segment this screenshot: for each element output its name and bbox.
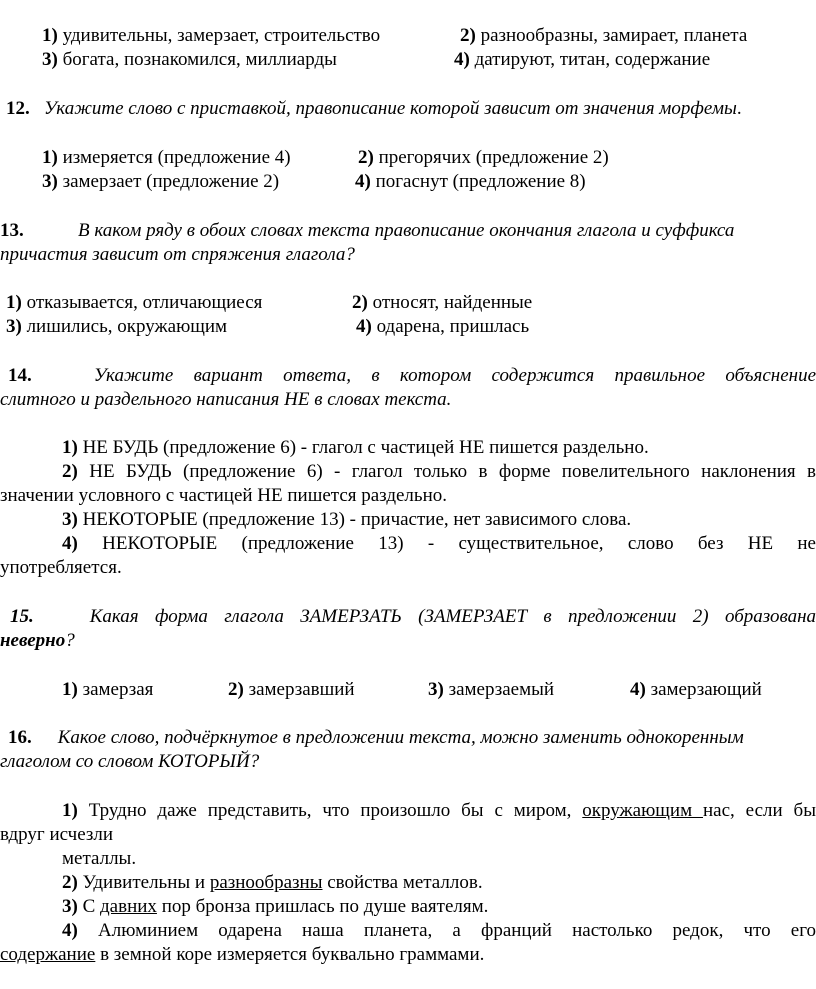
q16-option-4-line2: содержание в земной коре измеряется буквально граммами. [0,944,485,965]
q11-option-2 [460,24,747,48]
q14-option-4: 4) НЕКОТОРЫЕ (предложение 13) - существительное, слово без НЕ не [62,533,816,554]
question-number: 15. [10,606,34,627]
option-number: 1) [42,25,58,46]
q16-prompt [8,726,744,750]
q12-option-3: 3) замерзает (предложение 2) [42,171,280,192]
question-text: Укажите слово с приставкой, правописание которой зависит от значения морфемы [44,98,737,119]
q12-option-4: 4) погаснут (предложение 8) [355,171,586,192]
q16-option-4: 4) Алюминием одарена наша планета, а франций настолько редок, что его [62,920,816,941]
q13-option-2: 2) относят, найденные [352,292,533,313]
q15-option-2: 2) замерзавший [228,679,355,700]
question-text: Какое слово, подчёркнутое в предложении текста, можно заменить однокоренным [57,727,744,748]
q15-option-1: 1) замерзая [62,679,154,700]
q14-option-2-line2: значении условного с частицей НЕ пишется раздельно. [0,485,448,506]
q12-option-2: 2) прегорячих (предложение 2) [358,147,609,168]
option-text: удивительны, замерзает, строительство [62,25,381,46]
question-text: Укажите вариант ответа, в котором содержится правильное объяснение [93,365,816,386]
underlined-word: разнообразны [209,872,323,893]
question-number: 12. [6,98,30,119]
q16-option-1: 1) Трудно даже представить, что произошло бы с миром, окружающим нас, если бы [62,800,816,821]
q12-option-1: 1) измеряется (предложение 4) [42,147,291,168]
question-number: 14. [8,365,32,386]
q14-option-3: 3) НЕКОТОРЫЕ (предложение 13) - причастие, нет зависимого слова. [62,509,632,530]
option-text: датируют, титан, содержание [474,49,711,70]
option-text: богата, познакомился, миллиарды [62,49,337,70]
option-text: разнообразны, замирает, планета [480,25,748,46]
q15-option-4: 4) замерзающий [630,679,762,700]
underlined-word: содержание [0,944,96,965]
q13-option-3: 3) лишились, окружающим [6,316,228,337]
q15-option-3: 3) замерзаемый [428,679,555,700]
q16-option-3: 3) С давних пор бронза пришлась по душе ваятелям. [62,896,489,917]
q14-prompt [8,364,816,388]
emphasis-word: неверно [0,630,66,651]
q11-option-1 [42,24,380,48]
q15-prompt-line2: неверно? [0,630,75,651]
q12-prompt: 12. Укажите слово с приставкой, правописание которой зависит от значения морфемы. [6,98,742,119]
q16-option-1-line3: металлы. [62,848,137,869]
q14-prompt-line2: слитного и раздельного написания НЕ в словах текста. [0,389,452,410]
q14-option-4-line2: употребляется. [0,557,122,578]
option-number: 4) [454,49,470,70]
q11-option-4 [454,48,710,72]
question-number: 16. [8,727,32,748]
option-number: 3) [42,49,58,70]
question-text: Какая форма глагола ЗАМЕРЗАТЬ (ЗАМЕРЗАЕТ в предложении 2) образована [89,606,816,627]
q13-option-4: 4) одарена, пришлась [356,316,530,337]
underlined-word: окружающим [582,800,703,821]
q14-option-1: 1) НЕ БУДЬ (предложение 6) - глагол с частицей НЕ пишется раздельно. [62,437,649,458]
option-number: 2) [460,25,476,46]
q13-prompt [0,219,816,243]
q13-prompt-line2: причастия зависит от спряжения глагола? [0,244,355,265]
underlined-word: давних [100,896,157,917]
q14-option-2: 2) НЕ БУДЬ (предложение 6) - глагол только в форме повелительного наклонения в [62,461,816,482]
question-number: 13. [0,220,24,241]
q11-option-3 [42,48,337,72]
q15-prompt [10,605,816,629]
q16-option-1-line2: вдруг исчезли [0,824,114,845]
q13-option-1: 1) отказывается, отличающиеся [6,292,263,313]
q16-option-2: 2) Удивительны и разнообразны свойства металлов. [62,872,483,893]
q16-prompt-line2: глаголом со словом КОТОРЫЙ? [0,751,260,772]
question-text: В каком ряду в обоих словах текста правописание окончания глагола и суффикса [78,220,735,241]
